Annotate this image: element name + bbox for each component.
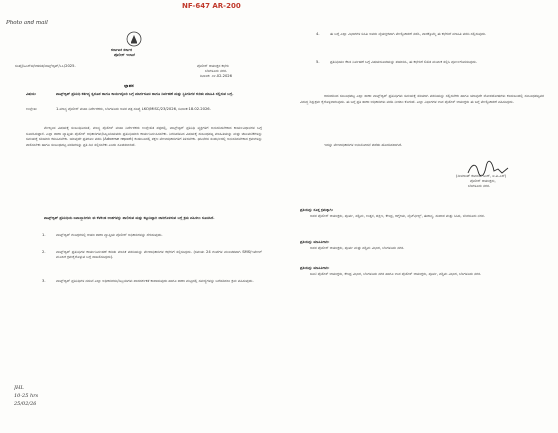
office-city: ಬೆಂಗಳೂರು ನಗರ. xyxy=(205,69,228,73)
paragraph-3: ಆದುದರಿಂದ ಸಂಬಂಧಪಟ್ಟ ಎಲ್ಲಾ ಠಾಣಾ ವಾಟ್ಸ್ಆ್ಯಪ್ ಪ್ರತಿನಿಧಿಗಳು ಸಮಯಕ್ಕೆ ಸರಿಯಾಗಿ ವರದಿಯನ್ನು ಸಲ್ಲಿಸಬೇಕು ಹಾಗೂ ಯಾವುದೇ ಲೋಪದೋಷಗಳು ಕಂಡುಬಂದಲ್ಲಿ ಸಂಬಂಧಪಟ್ಟವರ ವಿರುದ್ಧ ಶಿಸ್ತುಕ್ರಮ ಕೈಗೊಳ್ಳಲಾಗುವುದು. ಈ ಬಗ್ಗೆ ಪ್ರತಿ ಠಾಣಾ ಅಧಿಕಾರಿಗಳು ವರದಿ ನೀಡಲು ಕೋರಿದೆ. ಎಲ್ಲಾ ವಿಭಾಗಗಳ ಉಪ ಪೊಲೀಸ್ ಆಯುಕ್ತರು ಈ ಬಗ್ಗೆ ಮೇಲ್ವಿಚಾರಣೆ ವಹಿಸುವುದು. xyxy=(300,94,544,104)
document-heading: ಜ್ಞಾಪನ xyxy=(124,84,134,88)
handwritten-date: 25/02/26 xyxy=(14,401,37,407)
office-name: ಪೊಲೀಸ್ ಆಯುಕ್ತರ ಕಛೇರಿ xyxy=(197,64,229,68)
document-date: ದಿನಾಂಕ: ೨೪.02.2026 xyxy=(200,74,232,78)
distribution-cc-label: ಪ್ರತಿಯನ್ನು ಮಾಹಿತಿಗಾಗಿ: xyxy=(300,266,330,270)
list-item-number: 1. xyxy=(42,233,46,237)
distribution-info-text: ಅಪರ ಪೊಲೀಸ್ ಆಯುಕ್ತರು, ಪೂರ್ವ ಮತ್ತು ಪಶ್ಚಿಮ ವಿಭಾಗ, ಬೆಂಗಳೂರು ನಗರ. xyxy=(310,246,405,250)
distribution-to-text: ಅಪರ ಪೊಲೀಸ್ ಆಯುಕ್ತರು, ಪೂರ್ವ, ಪಶ್ಚಿಮ, ಉತ್ತರ, ದಕ್ಷಿಣ, ಕೇಂದ್ರ, ಆಗ್ನೇಯ, ವೈಟ್‌ಫೀಲ್ಡ್, ಈಶಾನ್ಯ, ಸಂಚಾರ ಮತ್ತು ಸಿಸಿಬಿ, ಬೆಂಗಳೂರು ನಗರ. xyxy=(310,214,485,218)
register-stamp: NF-647 AR-200 xyxy=(182,2,241,10)
reference-label: ಉಲ್ಲೇಖ: xyxy=(26,107,38,111)
handwritten-initials: JHL xyxy=(14,385,24,391)
list-item: ವಾಟ್ಸ್ಆ್ಯಪ್ ಗುಂಪುಗಳಲ್ಲಿ ಆಯಾ ಠಾಣಾ ವ್ಯಾಪ್ತಿಯ ಪೊಲೀಸ್ ಅಧಿಕಾರಿಗಳನ್ನು ಸೇರಿಸುವುದು. xyxy=(56,233,163,237)
list-item-number: 4. xyxy=(316,32,320,36)
header-line-1: ಕರ್ನಾಟಕ ಸರ್ಕಾರ xyxy=(111,48,133,52)
list-item-number: 5. xyxy=(316,60,320,64)
list-item: ಪ್ರತಿನಿಧಿಯು ಕೆಲಸ ನಿರ್ವಹಣೆ ಬಗ್ಗೆ ವಿಷಯಸೂಚಿಯನ್ನು ತಯಾರಿಸಿ, ಈ ಕಛೇರಿಗೆ ಲಿಖಿತ ಮೂಲಕ ಸಲ್ಲಿಸಿ ಪೂರ್ಣಗೊಳಿಸುವುದು. xyxy=(330,60,478,64)
signatory-title: ಪೊಲೀಸ್ ಆಯುಕ್ತರು, xyxy=(470,179,496,183)
signatory-city: ಬೆಂಗಳೂರು ನಗರ. xyxy=(468,184,491,188)
list-item-number: 2. xyxy=(42,250,46,254)
paragraph-3-closing: ಇದನ್ನು ಮೇಲಾಧಿಕಾರಿಗಳ ಅನುಮೋದನೆ ಪಡೆದು ಹೊರಡಿಸಲಾಗಿದೆ. xyxy=(324,143,403,147)
handwritten-note: Photo and mail xyxy=(6,20,48,26)
government-emblem-icon xyxy=(126,31,142,47)
signatory-name: (ಸೀಮಾಂತ್ ಕುಮಾರ್ ಸಿಂಗ್, ಐ.ಪಿ.ಎಸ್) xyxy=(456,174,507,178)
paragraph-1: ಮೇಲ್ಕಂಡ ವಿಷಯಕ್ಕೆ ಸಂಬಂಧಿಸಿದಂತೆ, ಮಾನ್ಯ ಪೊಲೀಸ್ ಮಹಾ ನಿರ್ದೇಶಕರು ಉಲ್ಲೇಖಿತ ಪತ್ರದಲ್ಲಿ, ವಾಟ್ಸ್ಆ್ಯಪ್ ಪ್ರತಿನಿಧಿ ವ್ಯಕ್ತಿಗಳಿಗೆ ಅನುಸರಿಸಬೇಕಾದ ಕಾರ್ಯವಿಧಾನಗಳ ಬಗ್ಗೆ ಸೂಚಿಸಿರುತ್ತಾರೆ. ಎಲ್ಲಾ ಠಾಣಾ ವ್ಯಾಪ್ತಿಯ ಪೊಲೀಸ್ ಅಧಿಕಾರಿಗಳು/ಸಿಬ್ಬಂದಿಯವರು ಪ್ರತಿನಿಧಿಯಾಗಿ ಕಾರ್ಯನಿರ್ವಹಿಸಬೇಕು. ನಿಗದಿಪಡಿಸಿದ ವಿಷಯಕ್ಕೆ ಸಂಬಂಧಪಟ್ಟ ಮಾಹಿತಿಯನ್ನು ಮತ್ತು ಚಟುವಟಿಕೆಗಳನ್ನು ಸಮಯಕ್ಕೆ ಸರಿಯಾಗಿ ಕಳುಹಿಸಬೇಕು. ಯಾವುದೇ ಪ್ರತಿಕೂಲ ವರದಿ (Adverse report) ಕಂಡುಬಂದಲ್ಲಿ ತಕ್ಷಣ ಮೇಲಾಧಿಕಾರಿಗಳಿಗೆ ತಿಳಿಸಬೇಕು. ಘಟನೆಗಳ ಸಂದರ್ಭದಲ್ಲಿ ಅನುಸರಿಸಬೇಕಾದ ಕ್ರಮಗಳನ್ನು ಪಾಲಿಸಬೇಕು ಹಾಗೂ ಸಂಬಂಧಪಟ್ಟ ವರದಿಗಳನ್ನು ಪ್ರತಿ ದಿನ ಸಲ್ಲಿಸಬೇಕು ಎಂದು ಸೂಚಿಸಲಾಗಿದೆ. xyxy=(26,126,262,147)
subject-text: ವಾಟ್ಸ್ಆ್ಯಪ್ ಪ್ರತಿನಿಧಿ ಕರ್ತವ್ಯ ಸ್ವರೂಪ ಹಾಗೂ ಕಾರ್ಯವೈಖರಿ ಬಗ್ಗೆ ಮಾರ್ಗಸೂಚಿ ಹಾಗೂ ನಿರ್ವಹಣೆ ಮತ್ತು ಸ್ಥಿತಿಗತಿಗಳ ಕುರಿತು ಮಾಹಿತಿ ಸಲ್ಲಿಸುವ ಬಗ್ಗೆ. xyxy=(56,92,234,96)
header-line-2: ಪೊಲೀಸ್ ಇಲಾಖೆ xyxy=(114,53,135,57)
reference-text: 1.ಮಾನ್ಯ ಪೊಲೀಸ್ ಮಹಾ ನಿರ್ದೇಶಕರು, ಬೆಂಗಳೂರು ಅವರ ಪತ್ರ ಸಂಖ್ಯೆ LKO/MISC/23/2026, ದಿನಾಂಕ:18.02.2026. xyxy=(56,107,211,111)
list-item: ಈ ಬಗ್ಗೆ ಎಲ್ಲಾ ವಿಭಾಗಗಳ ಡಿಸಿಪಿ ಅವರು ವೈಯಕ್ತಿಕವಾಗಿ ಮೇಲ್ವಿಚಾರಣೆ ನಡೆಸಿ, ವಾರಕ್ಕೊಮ್ಮೆ ಈ ಕಛೇರಿಗೆ ಮಾಹಿತಿ ವರದಿ ಸಲ್ಲಿಸುವುದು. xyxy=(330,32,487,36)
distribution-cc-text: ಜಂಟಿ ಪೊಲೀಸ್ ಆಯುಕ್ತರು, ಕೇಂದ್ರ ವಿಭಾಗ, ಬೆಂಗಳೂರು ನಗರ ಹಾಗೂ ಉಪ ಪೊಲೀಸ್ ಆಯುಕ್ತರು, ಪೂರ್ವ, ಪಶ್ಚಿಮ ವಿಭಾಗ, ಬೆಂಗಳೂರು ನಗರ. xyxy=(310,272,482,276)
paragraph-2-heading: ವಾಟ್ಸ್ಆ್ಯಪ್ ಪ್ರತಿನಿಧಿಯ ಜವಾಬ್ದಾರಿಗಳು ಈ ಕೆಳಕಂಡ ಅಂಶಗಳನ್ನು ಪಾಲಿಸುವ ಮತ್ತು ಕಟ್ಟುನಿಟ್ಟಾಗಿ ಜಾರಿಗೊಳಿಸುವ ಬಗ್ಗೆ ಕ್ರಮ ವಹಿಸಲು ಸೂಚಿಸಿದೆ. xyxy=(44,216,215,220)
list-item-number: 3. xyxy=(42,279,46,283)
subject-label: ವಿಷಯ: xyxy=(26,92,37,96)
distribution-info-label: ಪ್ರತಿಯನ್ನು ಮಾಹಿತಿಗಾಗಿ: xyxy=(300,240,330,244)
list-item: ವಾಟ್ಸ್ಆ್ಯಪ್ ಪ್ರತಿನಿಧಿಗಳ ನಡುವೆ ಎಲ್ಲಾ ಅಧಿಕಾರಿಗಳು/ಸಿಬ್ಬಂದಿಗಳು ಪಾರದರ್ಶಕತೆ ಕಾಪಾಡುವುದು ಹಾಗೂ ಠಾಣಾ ಮಟ್ಟದಲ್ಲಿ ಸಮಸ್ಯೆಗಳನ್ನು ಬಗೆಹರಿಸಲು ಕ್ರಮ ವಹಿಸುವುದು. xyxy=(56,279,254,283)
handwritten-time: 10-25 hrs xyxy=(14,393,39,399)
list-item: ವಾಟ್ಸ್ಆ್ಯಪ್ ಪ್ರತಿನಿಧಿಗಳ ಕಾರ್ಯನಿರ್ವಹಣೆ ಕುರಿತು ಮಾಸಿಕ ವರದಿಯನ್ನು ಮೇಲಾಧಿಕಾರಿಗಳ ಕಛೇರಿಗೆ ಸಲ್ಲಿಸುವುದು. (ಸಮಯ 24 ಗಂಟೆಗಳ ಮುಂಚಿತವಾಗಿ SMS/ಇಮೇಲ್ ಮೂಲಕ ಕ್ರಮಕೈಗೊಳ್ಳುವ ಬಗ್ಗೆ ದಾಖಲಿಸುವುದು). xyxy=(56,250,262,260)
distribution-to-label: ಪ್ರತಿಯನ್ನು ಸೂಕ್ತ ಕ್ರಮಕ್ಕಾಗಿ: xyxy=(300,208,334,212)
reference-number: ಸಂಖ್ಯೆ/ಸಿಎಸ್‌ಬಿ/ಆಡಳಿತ/ವಾಟ್ಸ್ಆ್ಯಪ್/೬೭/2025. xyxy=(15,64,76,68)
